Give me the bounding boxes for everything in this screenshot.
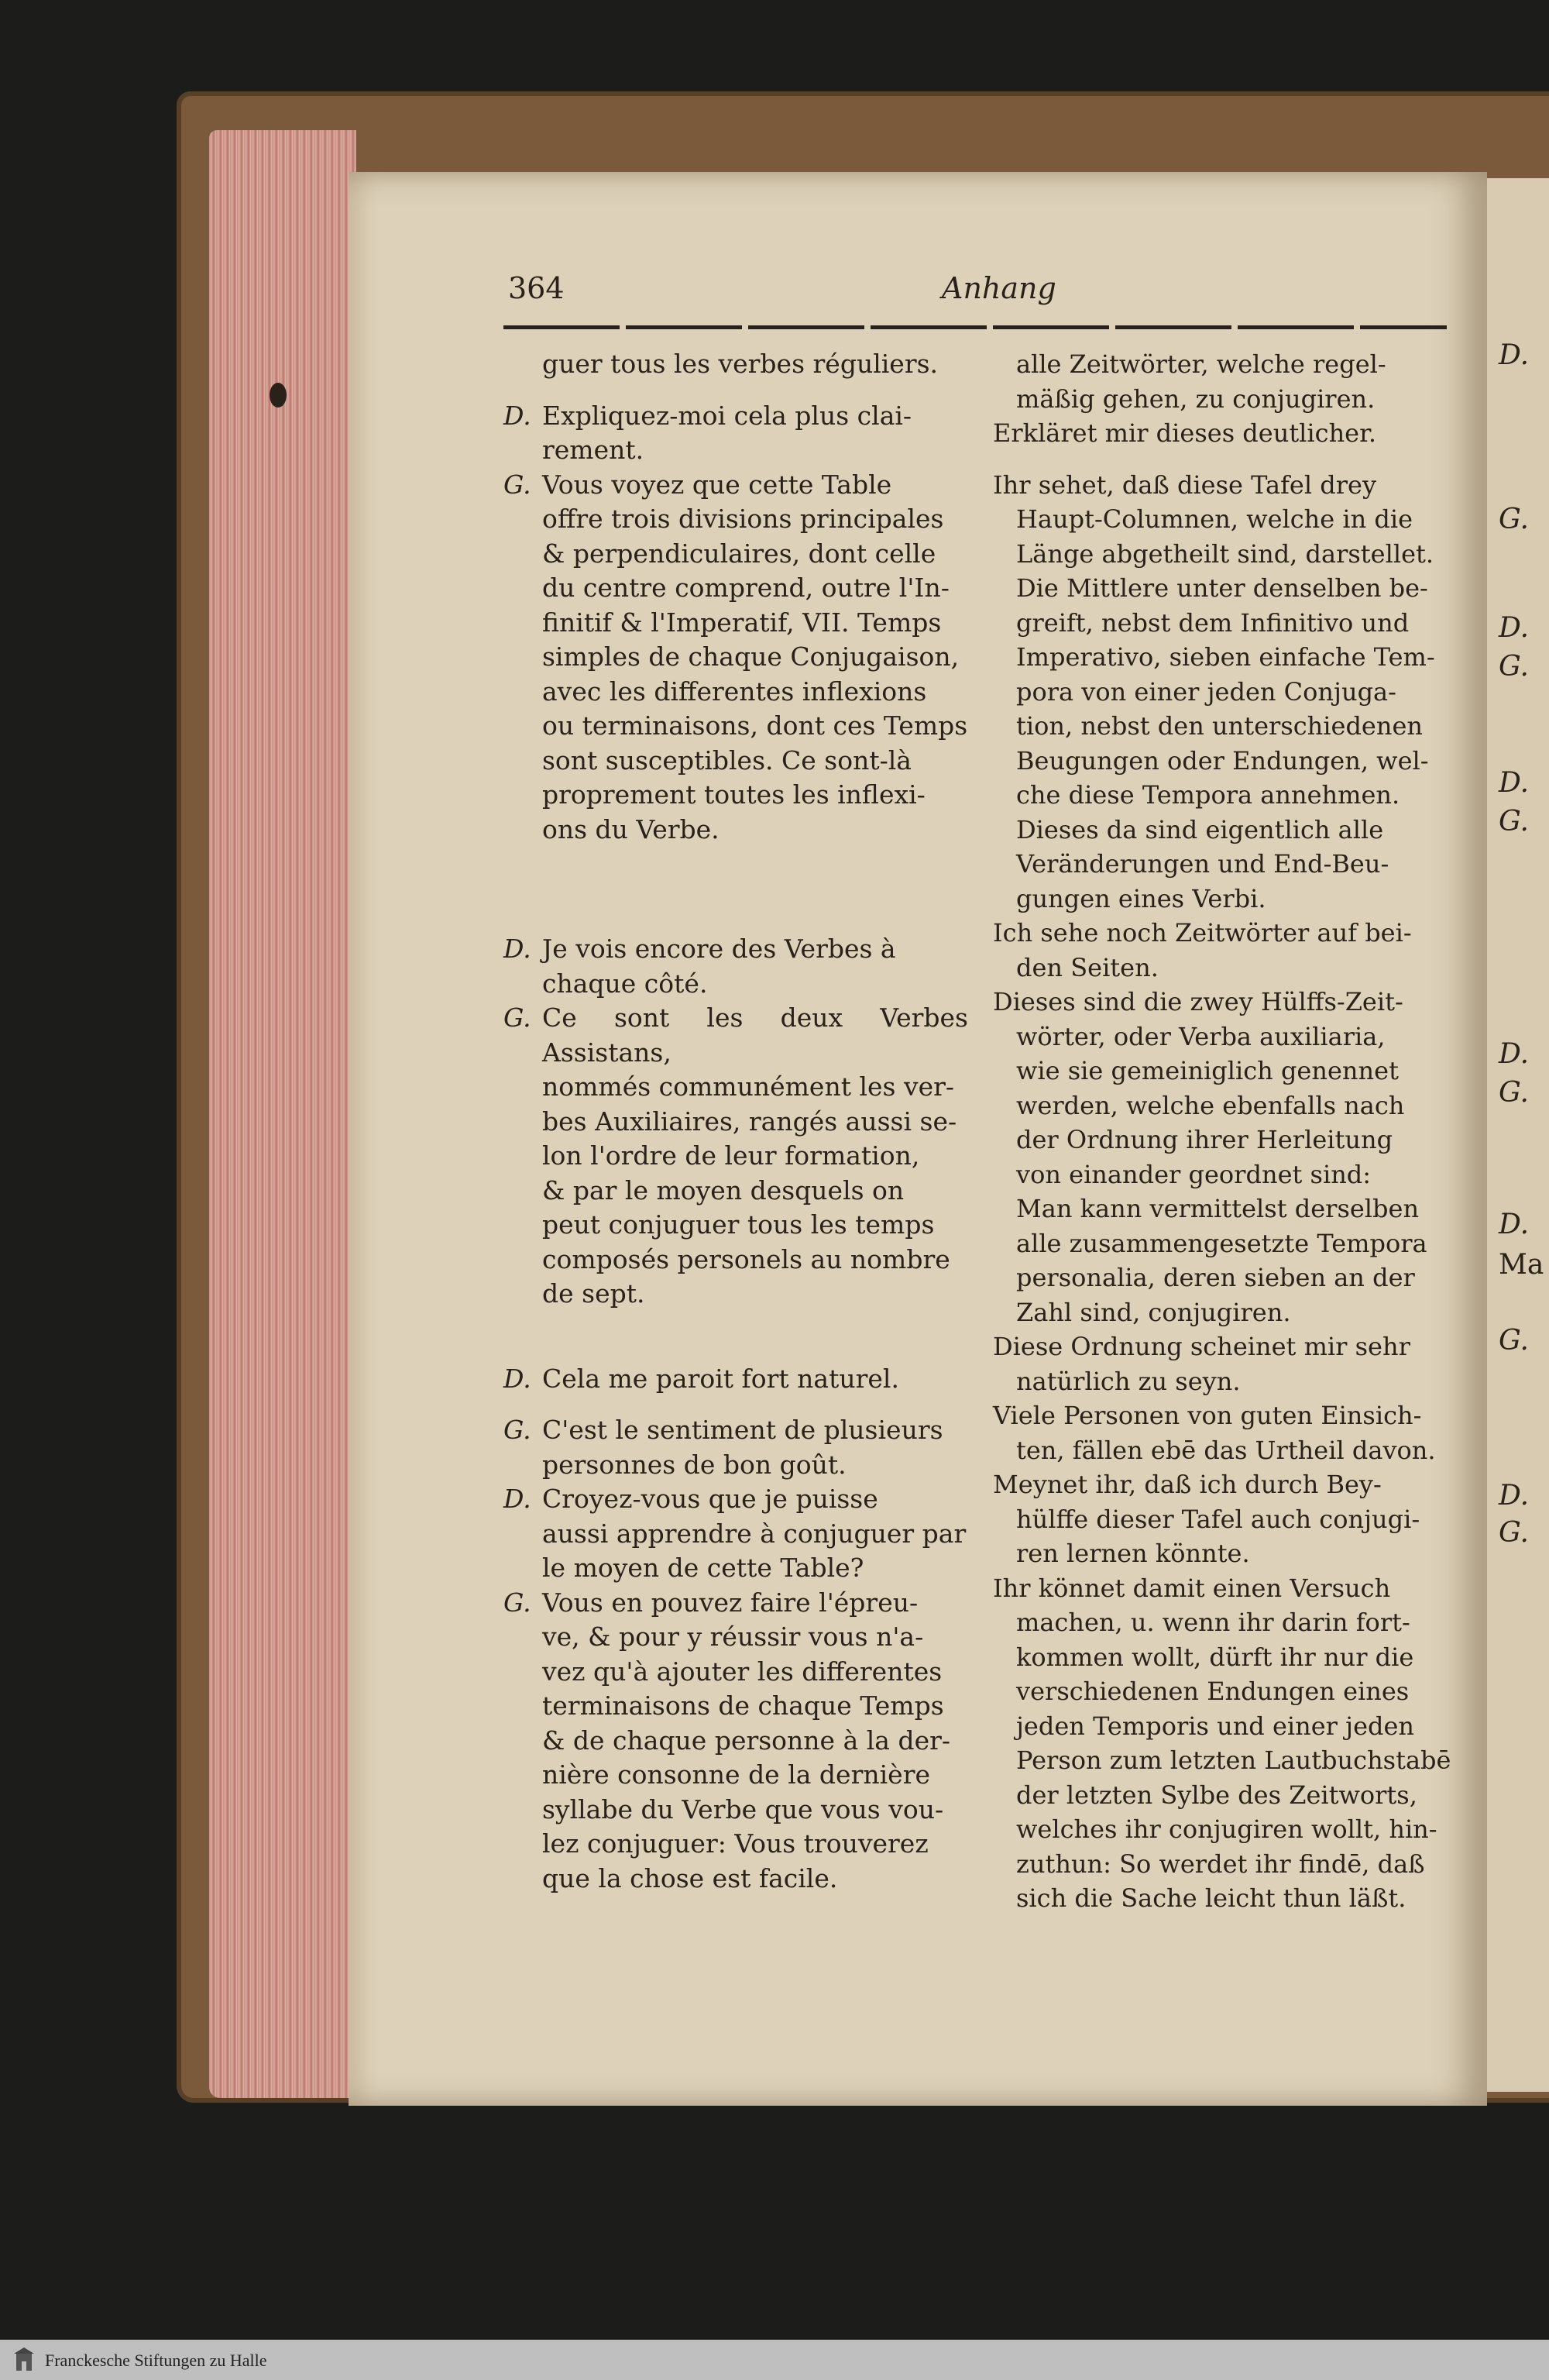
footer-credit: Franckesche Stiftungen zu Halle xyxy=(45,2351,267,2370)
dialogue-entry xyxy=(993,468,1458,917)
text-line: Dieses da sind eigentlich alle xyxy=(1016,814,1384,844)
text-line: Person zum letzten Lautbuchstabē xyxy=(1016,1745,1451,1775)
dialogue-entry xyxy=(993,1467,1458,1571)
text-line: que la chose est facile. xyxy=(542,1862,838,1893)
text-line: tion, nebst den unterschiedenen xyxy=(1016,711,1424,741)
text-line: hülffe dieser Tafel auch conjugi- xyxy=(1016,1504,1420,1534)
text-line: Viele Personen von guten Einsich- xyxy=(993,1401,1422,1430)
text-line: der letzten Sylbe des Zeitworts, xyxy=(1016,1780,1417,1810)
text-line: mäßig gehen, zu conjugiren. xyxy=(1016,383,1376,414)
text-line: finitif & l'Imperatif, VII. Temps xyxy=(542,607,942,638)
dialogue-entry xyxy=(503,1586,968,1897)
speaker-label: G. xyxy=(503,1587,531,1618)
speaker-label: G. xyxy=(503,1003,531,1033)
text-line: guer tous les verbes réguliers. xyxy=(542,349,939,379)
dialogue-entry xyxy=(993,916,1458,985)
german-column xyxy=(993,347,1458,1916)
text-line: aussi apprendre à conjuguer par xyxy=(542,1518,967,1549)
text-line: nière consonne de la dernière xyxy=(542,1759,930,1790)
text-line: greift, nebst dem Infinitivo und xyxy=(1016,607,1410,638)
page-header xyxy=(508,271,1445,318)
dialogue-entry xyxy=(503,1001,968,1312)
text-line: ren lernen könnte. xyxy=(1016,1539,1250,1568)
text-line: avec les differentes inflexions xyxy=(542,676,927,707)
facing-speaker: G. xyxy=(1499,1325,1529,1357)
speaker-label: D. xyxy=(503,934,531,964)
text-line: sich die Sache leicht thun läßt. xyxy=(1016,1883,1406,1913)
text-line: Veränderungen und End-Beu- xyxy=(1016,849,1389,879)
facing-speaker: G. xyxy=(1499,806,1529,837)
facing-page xyxy=(1479,178,1549,2092)
text-line: C'est le sentiment de plusieurs xyxy=(542,1415,943,1445)
text-line: Expliquez-moi cela plus clai- xyxy=(542,400,912,431)
dialogue-entry xyxy=(503,399,968,468)
text-line: rement. xyxy=(542,435,644,465)
text-line: che diese Tempora annehmen. xyxy=(1016,780,1400,810)
text-line: verschiedenen Endungen eines xyxy=(1016,1677,1410,1706)
facing-speaker: G. xyxy=(1499,1517,1529,1549)
page-edges xyxy=(209,130,356,2098)
text-line: Ce sont les deux Verbes Assistans, xyxy=(542,1003,968,1068)
text-line: Haupt-Columnen, welche in die xyxy=(1016,504,1413,534)
text-line: Die Mittlere unter denselben be- xyxy=(1016,573,1428,603)
text-line: gungen eines Verbi. xyxy=(1016,883,1266,913)
text-line: natürlich zu seyn. xyxy=(1016,1366,1241,1396)
text-line: alle zusammengesetzte Tempora xyxy=(1016,1228,1427,1258)
speaker-label: G. xyxy=(503,469,531,500)
text-line: chaque côté. xyxy=(542,968,708,999)
text-line: Vous voyez que cette Table xyxy=(542,469,892,500)
text-line: von einander geordnet sind: xyxy=(1016,1159,1372,1189)
text-line: Je vois encore des Verbes à xyxy=(542,934,896,964)
text-line: machen, u. wenn ihr darin fort- xyxy=(1016,1608,1410,1637)
text-line: offre trois divisions principales xyxy=(542,504,944,534)
text-line: du centre comprend, outre l'In- xyxy=(542,573,950,603)
text-line: Diese Ordnung scheinet mir sehr xyxy=(993,1332,1410,1361)
text-line: Ihr könnet damit einen Versuch xyxy=(993,1573,1391,1603)
speaker-label: D. xyxy=(503,1484,531,1514)
text-line: ve, & pour y réussir vous n'a- xyxy=(542,1622,924,1652)
text-line: le moyen de cette Table? xyxy=(542,1553,864,1583)
text-line: nommés communément les ver- xyxy=(542,1071,955,1102)
text-line: welches ihr conjugiren wollt, hin- xyxy=(1016,1814,1437,1844)
text-line: ten, fällen ebē das Urtheil davon. xyxy=(1016,1435,1436,1465)
text-line: wie sie gemeiniglich genennet xyxy=(1016,1056,1399,1085)
text-line: pora von einer jeden Conjuga- xyxy=(1016,676,1396,707)
text-line: Beugungen oder Endungen, wel- xyxy=(1016,745,1429,776)
facing-speaker: D. xyxy=(1499,1480,1530,1512)
text-line: ons du Verbe. xyxy=(542,813,720,844)
text-line: lez conjuguer: Vous trouverez xyxy=(542,1828,929,1859)
speaker-label: D. xyxy=(503,400,531,431)
text-line: simples de chaque Conjugaison, xyxy=(542,641,960,672)
text-line: peut conjuguer tous les temps xyxy=(542,1209,935,1240)
running-head: Anhang xyxy=(942,271,1056,305)
text-line: alle Zeitwörter, welche regel- xyxy=(1016,349,1386,379)
text-line: terminaisons de chaque Temps xyxy=(542,1690,944,1721)
text-line: kommen wollt, dürft ihr nur die xyxy=(1016,1642,1414,1672)
facing-speaker: D. xyxy=(1499,767,1530,799)
text-line: Zahl sind, conjugiren. xyxy=(1016,1297,1291,1327)
dialogue-entry xyxy=(503,468,968,848)
text-line: & de chaque personne à la der- xyxy=(542,1725,951,1756)
facing-speaker: G. xyxy=(1499,651,1529,683)
text-line: Erkläret mir dieses deutlicher. xyxy=(993,418,1377,448)
text-line: proprement toutes les inflexi- xyxy=(542,779,926,810)
dialogue-entry xyxy=(993,985,1458,1329)
dialogue-entry xyxy=(503,1362,968,1397)
dialogue-entry xyxy=(993,1398,1458,1467)
text-line: Länge abgetheilt sind, darstellet. xyxy=(1016,538,1434,569)
dialogue-entry xyxy=(993,416,1458,451)
speaker-label: G. xyxy=(503,1415,531,1445)
facing-fragment: Ma xyxy=(1499,1249,1544,1281)
text-line: Ihr sehet, daß diese Tafel drey xyxy=(993,469,1377,500)
text-line: werden, welche ebenfalls nach xyxy=(1016,1090,1405,1120)
text-line: ou terminaisons, dont ces Temps xyxy=(542,710,968,741)
text-line: bes Auxiliaires, rangés aussi se- xyxy=(542,1106,957,1137)
header-rule xyxy=(503,325,1447,329)
text-line: wörter, oder Verba auxiliaria, xyxy=(1016,1021,1386,1051)
binding-hole xyxy=(270,383,287,408)
text-line: Croyez-vous que je puisse xyxy=(542,1484,878,1514)
french-column xyxy=(503,347,968,1896)
text-line: de sept. xyxy=(542,1278,645,1309)
text-line: der Ordnung ihrer Herleitung xyxy=(1016,1125,1393,1154)
text-line: syllabe du Verbe que vous vou- xyxy=(542,1794,944,1825)
text-line: & perpendiculaires, dont celle xyxy=(542,538,936,569)
facing-speaker: D. xyxy=(1499,1038,1530,1070)
footer-bar xyxy=(0,2340,1549,2380)
dialogue-entry xyxy=(503,1482,968,1586)
dialogue-entry xyxy=(993,1329,1458,1398)
text-line: den Seiten. xyxy=(1016,952,1159,982)
facing-speaker: G. xyxy=(1499,504,1529,535)
text-line: Cela me paroit fort naturel. xyxy=(542,1363,899,1394)
text-line: zuthun: So werdet ihr findē, daß xyxy=(1016,1849,1425,1879)
text-line: composés personels au nombre xyxy=(542,1243,950,1274)
text-line: jeden Temporis und einer jeden xyxy=(1016,1711,1415,1741)
dialogue-entry xyxy=(993,1571,1458,1916)
text-line: lon l'ordre de leur formation, xyxy=(542,1140,920,1171)
dialogue-entry xyxy=(993,347,1458,416)
facing-speaker: D. xyxy=(1499,612,1530,644)
text-line: sont susceptibles. Ce sont-là xyxy=(542,745,912,776)
speaker-label: D. xyxy=(503,1363,531,1394)
text-line: Ich sehe noch Zeitwörter auf bei- xyxy=(993,918,1412,948)
text-line: Dieses sind die zwey Hülffs-Zeit- xyxy=(993,987,1403,1016)
text-line: personnes de bon goût. xyxy=(542,1449,847,1480)
text-line: Meynet ihr, daß ich durch Bey- xyxy=(993,1470,1382,1499)
institution-logo-icon xyxy=(14,2347,34,2372)
text-line: Vous en pouvez faire l'épreu- xyxy=(542,1587,919,1618)
text-line: Imperativo, sieben einfache Tem- xyxy=(1016,642,1435,672)
dialogue-entry xyxy=(503,347,968,382)
text-line: personalia, deren sieben an der xyxy=(1016,1263,1415,1292)
dialogue-entry xyxy=(503,1413,968,1482)
text-line: Man kann vermittelst derselben xyxy=(1016,1194,1420,1223)
text-line: & par le moyen desquels on xyxy=(542,1175,905,1205)
dialogue-entry xyxy=(503,932,968,1001)
text-line: vez qu'à ajouter les differentes xyxy=(542,1656,943,1687)
facing-speaker: D. xyxy=(1499,1209,1530,1240)
facing-speaker: G. xyxy=(1499,1077,1529,1109)
facing-speaker: D. xyxy=(1499,339,1530,371)
page-number: 364 xyxy=(508,271,565,305)
